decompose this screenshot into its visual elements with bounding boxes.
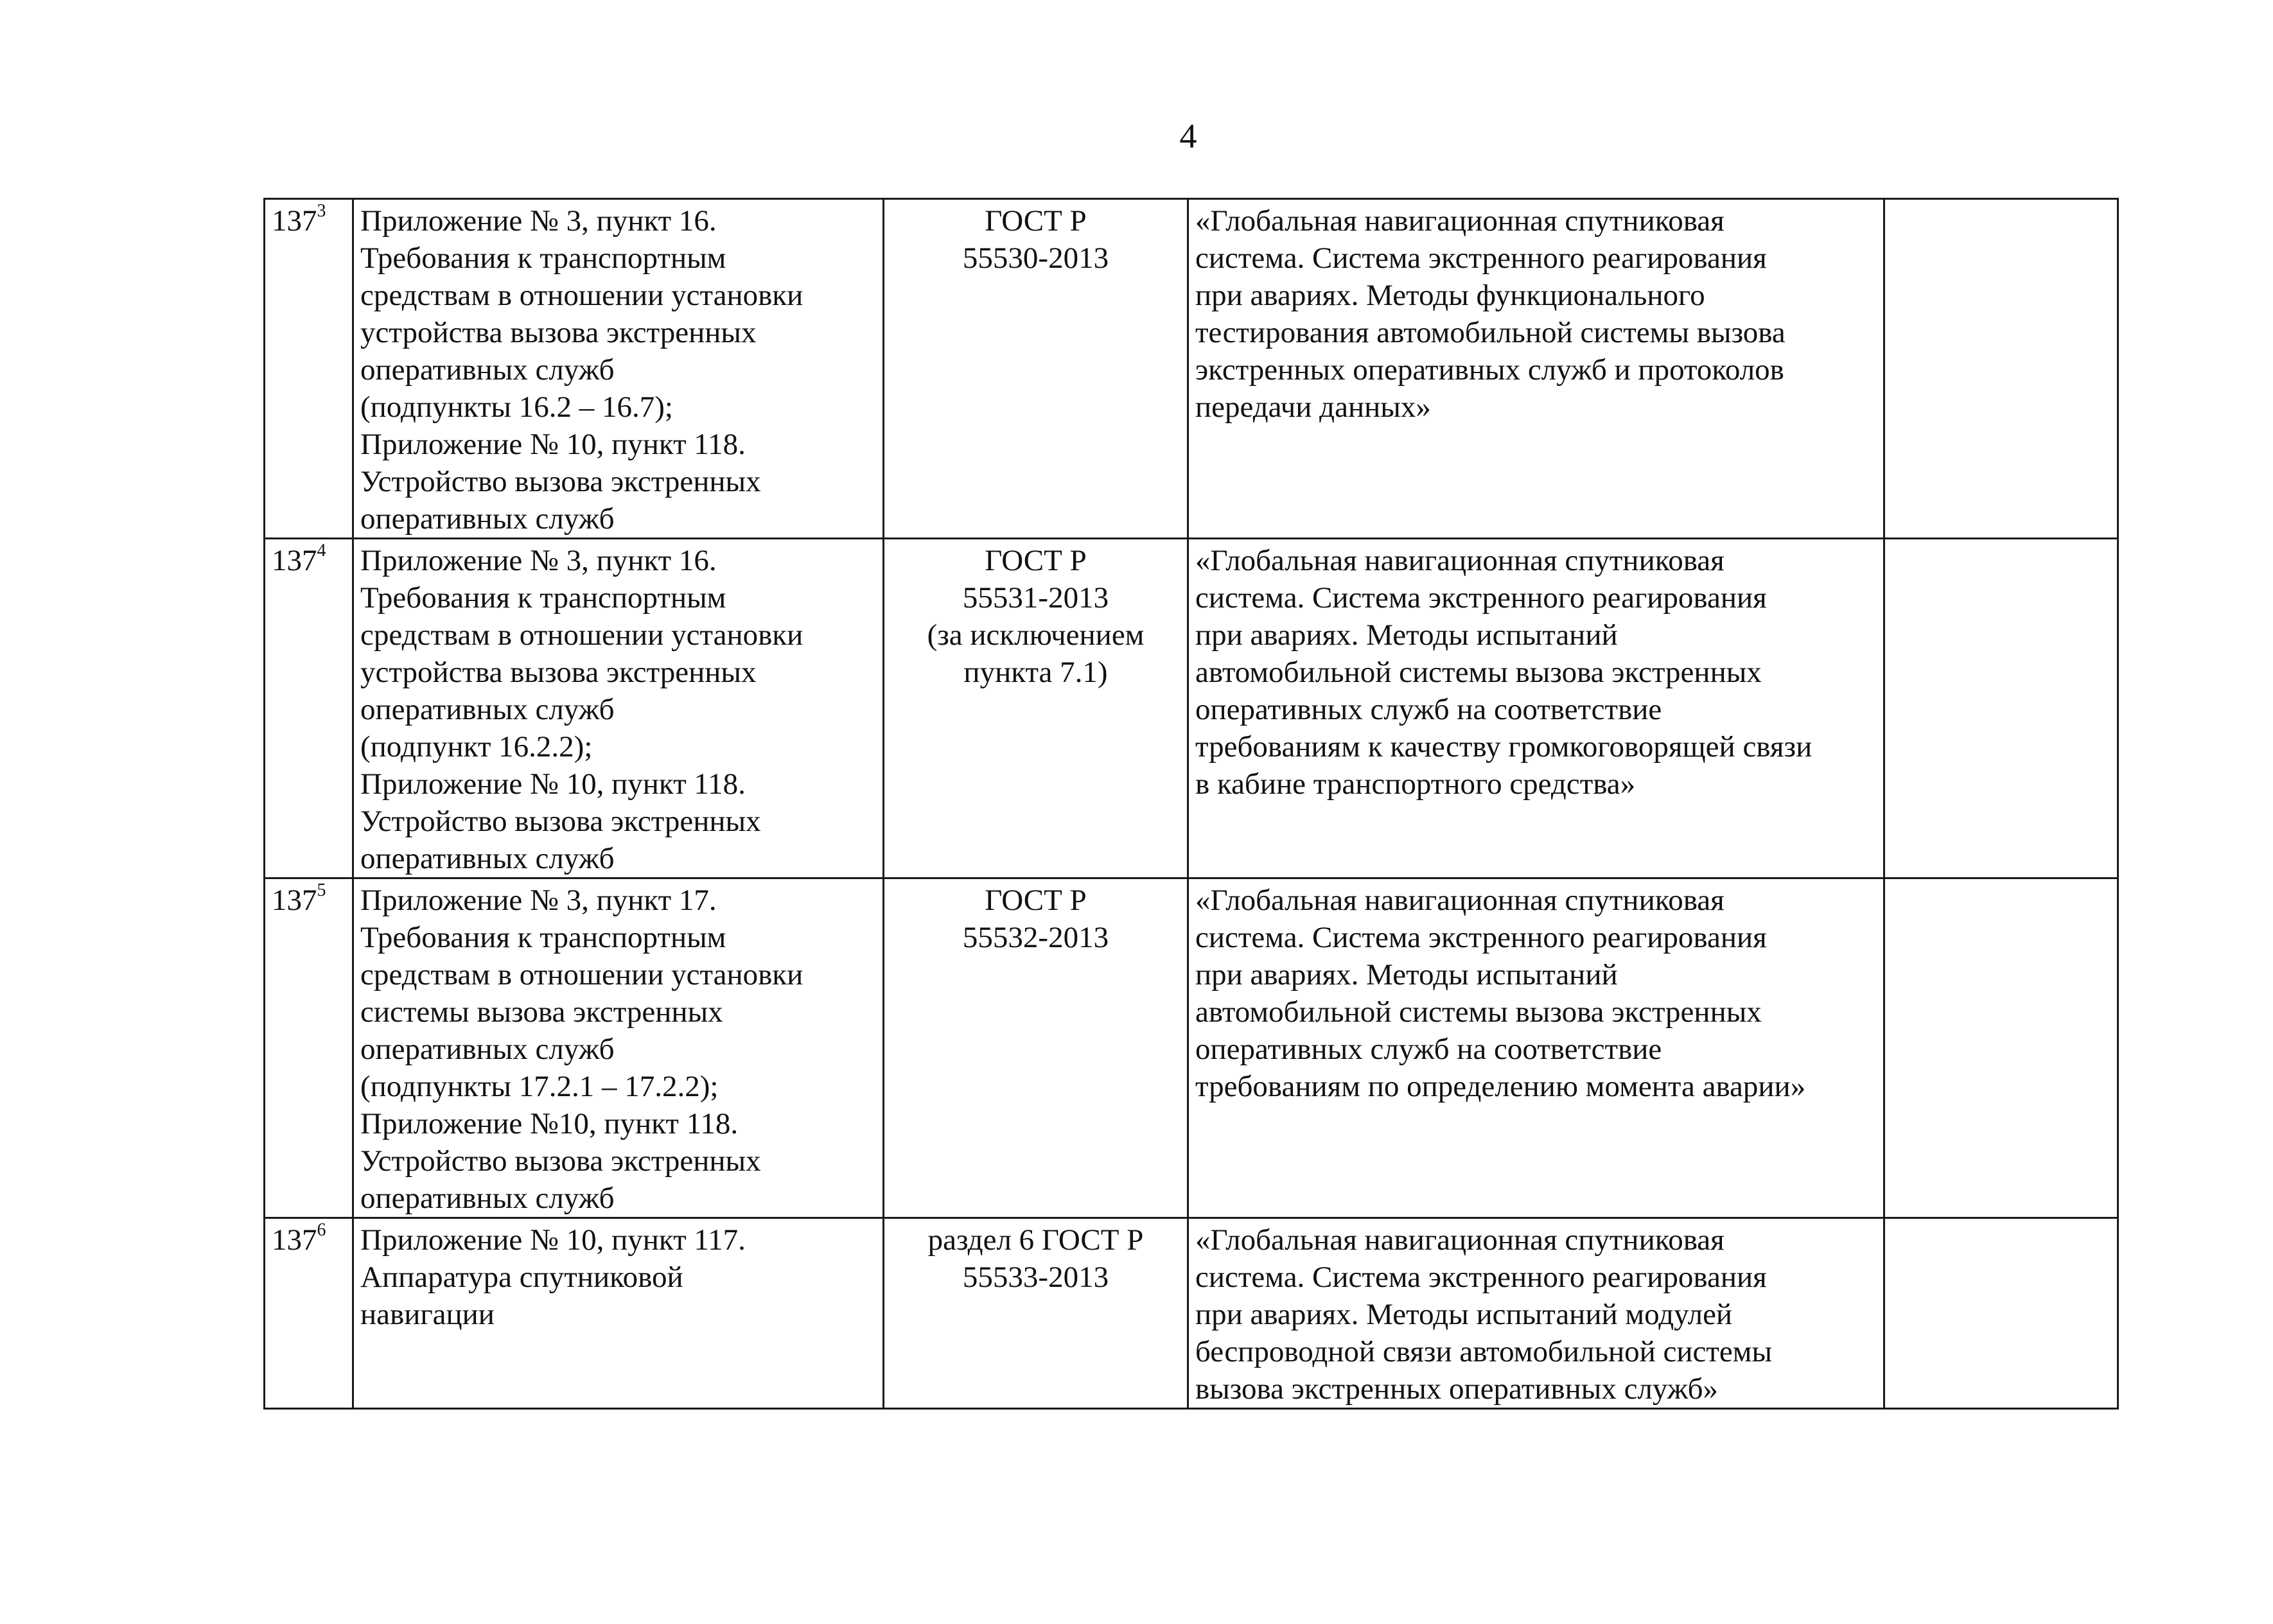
- page-number: 4: [1179, 117, 1197, 155]
- cell-text-line: оперативных служб на соответствие: [1195, 693, 1662, 726]
- row-number-cell: [265, 539, 353, 878]
- standard-cell: [884, 1218, 1188, 1409]
- standard-cell: [884, 539, 1188, 878]
- cell-text-line: навигации: [360, 1298, 495, 1331]
- table-row: [265, 199, 2118, 539]
- requirement-cell: [353, 199, 884, 539]
- cell-text-line: Приложение № 3, пункт 16.: [360, 204, 717, 238]
- cell-text-line: оперативных служб: [360, 1182, 615, 1215]
- cell-text-line: «Глобальная навигационная спутниковая: [1195, 544, 1724, 577]
- cell-text-line: Устройство вызова экстренных: [360, 805, 761, 838]
- cell-text-line: при авариях. Методы испытаний: [1195, 618, 1618, 652]
- requirement-cell: [353, 539, 884, 878]
- standard-title-cell: [1188, 1218, 1884, 1409]
- table-row: [265, 878, 2118, 1218]
- cell-text-line: (за исключением: [927, 618, 1145, 652]
- table-row: [265, 1218, 2118, 1409]
- cell-text-line: 55533-2013: [962, 1261, 1109, 1294]
- cell-text-line: тестирования автомобильной системы вызова: [1195, 316, 1786, 349]
- cell-text-line: 55532-2013: [962, 921, 1109, 954]
- row-number: 137: [272, 884, 317, 917]
- standard-cell: [884, 199, 1188, 539]
- cell-text-line: Требования к транспортным: [360, 581, 726, 615]
- requirement-cell: [353, 1218, 884, 1409]
- cell-text-line: устройства вызова экстренных: [360, 656, 757, 689]
- cell-text-line: средствам в отношении установки: [360, 618, 803, 652]
- row-number-superscript: 6: [317, 1220, 326, 1240]
- cell-text-line: системы вызова экстренных: [360, 995, 723, 1029]
- standard-title-cell: [1188, 199, 1884, 539]
- cell-text-line: Устройство вызова экстренных: [360, 465, 761, 498]
- cell-text-line: пункта 7.1): [963, 656, 1108, 689]
- cell-text-line: система. Система экстренного реагирования: [1195, 581, 1767, 615]
- cell-text-line: (подпункты 17.2.1 – 17.2.2);: [360, 1070, 719, 1103]
- extra-cell: [1884, 878, 2118, 1218]
- row-number: 137: [272, 1223, 317, 1257]
- cell-text-line: ГОСТ Р: [985, 204, 1087, 238]
- cell-text-line: при авариях. Методы функционального: [1195, 279, 1705, 312]
- cell-text-line: оперативных служб: [360, 353, 615, 387]
- standard-title-cell: [1188, 878, 1884, 1218]
- cell-text-line: Приложение № 10, пункт 118.: [360, 428, 746, 461]
- cell-text-line: (подпункты 16.2 – 16.7);: [360, 390, 673, 424]
- row-number-cell: [265, 878, 353, 1218]
- cell-text-line: при авариях. Методы испытаний: [1195, 958, 1618, 991]
- table-row: [265, 539, 2118, 878]
- cell-text-line: система. Система экстренного реагирования: [1195, 921, 1767, 954]
- standards-table: [263, 198, 2119, 1410]
- row-number: 137: [272, 204, 317, 238]
- cell-text-line: в кабине транспортного средства»: [1195, 767, 1636, 801]
- cell-text-line: оперативных служб: [360, 502, 615, 536]
- cell-text-line: устройства вызова экстренных: [360, 316, 757, 349]
- standard-cell: [884, 878, 1188, 1218]
- cell-text-line: ГОСТ Р: [985, 544, 1087, 577]
- cell-text-line: оперативных служб: [360, 842, 615, 875]
- cell-text-line: 55530-2013: [962, 241, 1109, 275]
- cell-text-line: 55531-2013: [962, 581, 1109, 615]
- cell-text-line: средствам в отношении установки: [360, 279, 803, 312]
- cell-text-line: вызова экстренных оперативных служб»: [1195, 1372, 1719, 1406]
- cell-text-line: Аппаратура спутниковой: [360, 1261, 683, 1294]
- cell-text-line: (подпункт 16.2.2);: [360, 730, 593, 764]
- cell-text-line: автомобильной системы вызова экстренных: [1195, 656, 1762, 689]
- cell-text-line: «Глобальная навигационная спутниковая: [1195, 1223, 1724, 1257]
- row-number-cell: [265, 199, 353, 539]
- cell-text-line: Приложение № 3, пункт 16.: [360, 544, 717, 577]
- row-number: 137: [272, 544, 317, 577]
- cell-text-line: ГОСТ Р: [985, 884, 1087, 917]
- cell-text-line: Требования к транспортным: [360, 241, 726, 275]
- extra-cell: [1884, 199, 2118, 539]
- cell-text-line: Приложение № 10, пункт 117.: [360, 1223, 746, 1257]
- cell-text-line: требованиям по определению момента аварии»: [1195, 1070, 1806, 1103]
- cell-text-line: передачи данных»: [1195, 390, 1431, 424]
- extra-cell: [1884, 1218, 2118, 1409]
- cell-text-line: средствам в отношении установки: [360, 958, 803, 991]
- row-number-superscript: 5: [317, 880, 326, 900]
- row-number-cell: [265, 1218, 353, 1409]
- cell-text-line: Требования к транспортным: [360, 921, 726, 954]
- cell-text-line: система. Система экстренного реагирования: [1195, 1261, 1767, 1294]
- cell-text-line: «Глобальная навигационная спутниковая: [1195, 204, 1724, 238]
- cell-text-line: оперативных служб на соответствие: [1195, 1033, 1662, 1066]
- cell-text-line: Приложение № 10, пункт 118.: [360, 767, 746, 801]
- row-number-superscript: 4: [317, 541, 326, 561]
- cell-text-line: «Глобальная навигационная спутниковая: [1195, 884, 1724, 917]
- cell-text-line: оперативных служб: [360, 1033, 615, 1066]
- cell-text-line: требованиям к качеству громкоговорящей связи: [1195, 730, 1812, 764]
- cell-text-line: система. Система экстренного реагирования: [1195, 241, 1767, 275]
- extra-cell: [1884, 539, 2118, 878]
- cell-text-line: беспроводной связи автомобильной системы: [1195, 1335, 1773, 1368]
- cell-text-line: экстренных оперативных служб и протоколов: [1195, 353, 1784, 387]
- standard-title-cell: [1188, 539, 1884, 878]
- cell-text-line: при авариях. Методы испытаний модулей: [1195, 1298, 1733, 1331]
- row-number-superscript: 3: [317, 201, 326, 221]
- requirement-cell: [353, 878, 884, 1218]
- cell-text-line: Приложение №10, пункт 118.: [360, 1107, 739, 1140]
- cell-text-line: Устройство вызова экстренных: [360, 1144, 761, 1178]
- cell-text-line: автомобильной системы вызова экстренных: [1195, 995, 1762, 1029]
- cell-text-line: оперативных служб: [360, 693, 615, 726]
- cell-text-line: раздел 6 ГОСТ Р: [927, 1223, 1144, 1257]
- cell-text-line: Приложение № 3, пункт 17.: [360, 884, 717, 917]
